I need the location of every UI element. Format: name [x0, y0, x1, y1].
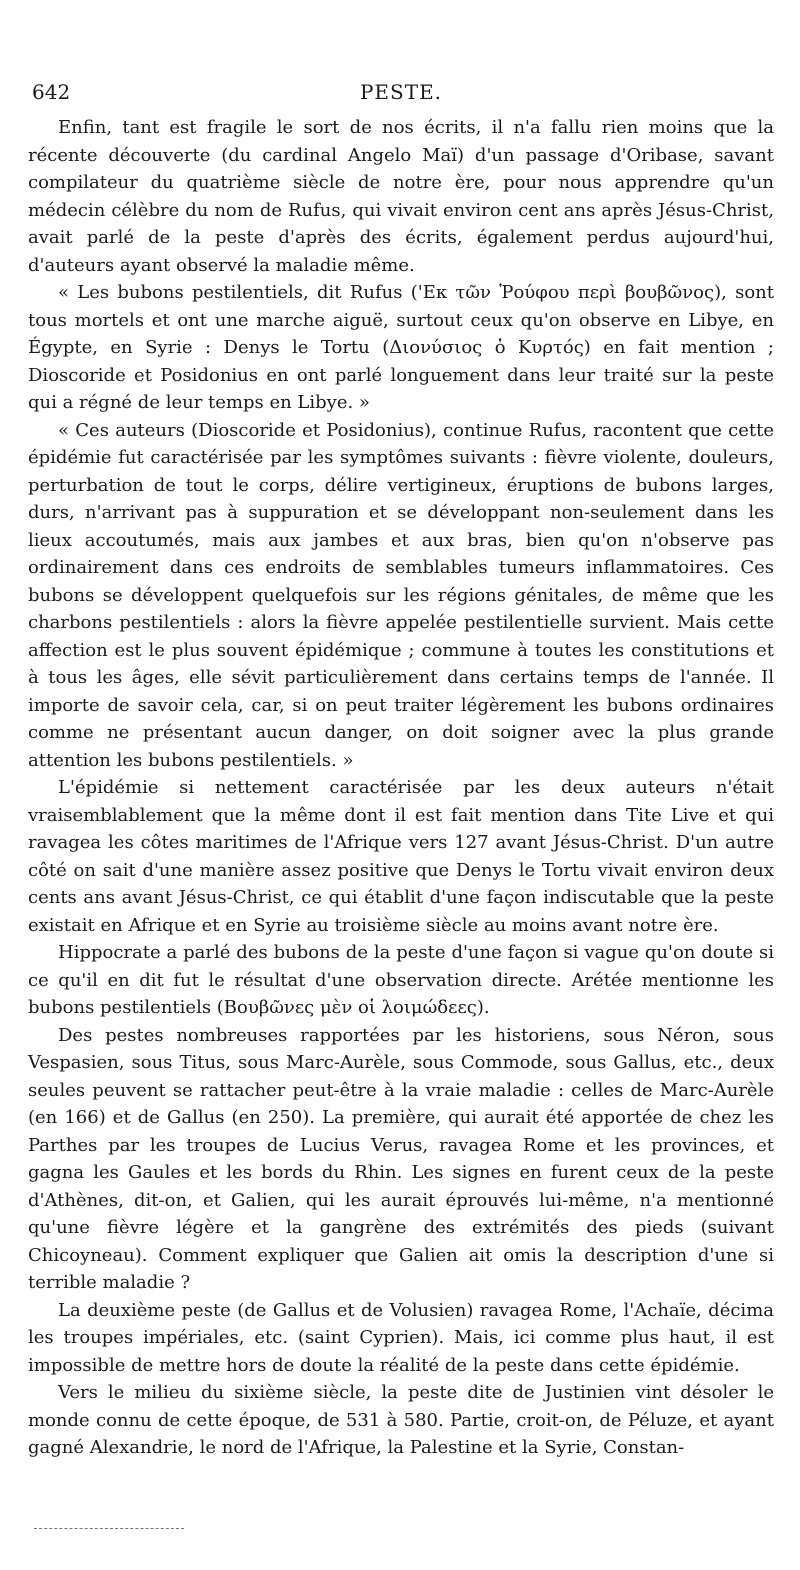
paragraph: Vers le milieu du sixième siècle, la peste dite de Justinien vint désoler le monde connu de cette époque, de 531 à 580. Partie, croit-on, de Péluze, et ayant gagné Alexandrie, le nord de l'Afrique, la Palestine et la Syrie, Constan- [28, 1382, 774, 1458]
page-header [28, 80, 774, 110]
paragraph: L'épidémie si nettement caractérisée par les deux auteurs n'était vraisemblablement que la même dont il est fait mention dans Tite Live et qui ravagea les côtes maritimes de l'Afrique vers 127 avant Jésus-Christ. D'un autre côté on sait d'une manière assez positive que Denys le Tortu vivait environ deux cents ans avant Jésus-Christ, ce qui établit d'une façon indiscutable que la peste existait en Afrique et en Syrie au troisième siècle au moins avant notre ère. [28, 777, 774, 936]
running-head: PESTE. [359, 80, 443, 104]
footer-rule [34, 1528, 184, 1529]
page-body [28, 114, 774, 1462]
paragraph: La deuxième peste (de Gallus et de Volusien) ravagea Rome, l'Achaïe, décima les troupes impériales, etc. (saint Cyprien). Mais, ici comme plus haut, il est impossible de mettre hors de doute la réalité de la peste dans cette épidémie. [28, 1299, 774, 1376]
paragraph: Hippocrate a parlé des bubons de la peste d'une façon si vague qu'on doute si ce qu'il en dit fut le résultat d'une observation directe. Arétée mentionne les bubons pestilentiels (Βουβῶνες μὲν οἱ λοιμώδεες). [28, 942, 774, 1018]
book-page [28, 80, 774, 1462]
paragraph: « Ces auteurs (Dioscoride et Posidonius), continue Rufus, racontent que cette épidémie fut caractérisée par les symptômes suivants : fièvre violente, douleurs, perturbation de tout le corps, délire vertigineux, éruptions de bubons larges, durs, n'arrivant pas à suppuration et se développant non-seulement dans les lieux accoutumés, mais aux jambes et aux bras, bien qu'on n'observe pas ordinairement dans ces endroits de semblables tumeurs inflammatoires. Ces bubons se développent quelquefois sur les régions génitales, de même que les charbons pestilentiels : alors la fièvre appelée pestilentielle survient. Mais cette affection est le plus souvent épidémique ; commune à toutes les constitutions et à tous les âges, elle sévit particulièrement dans certains temps de l'année. Il importe de savoir cela, car, si on peut traiter légèrement les bubons ordinaires comme ne présentant aucun danger, on doit soigner avec la plus grande attention les bubons pestilentiels. » [28, 419, 774, 771]
paragraph: « Les bubons pestilentiels, dit Rufus ('Εκ τῶν Ῥούφου περὶ βουβῶνος), sont tous mortels et ont une marche aiguë, surtout ceux qu'on observe en Libye, en Égypte, en Syrie : Denys le Tortu (Διονύσιος ὁ Κυρτός) en fait mention ; Dioscoride et Posidonius en ont parlé longuement dans leur traité sur la peste qui a régné de leur temps en Libye. » [28, 282, 774, 413]
paragraph: Des pestes nombreuses rapportées par les historiens, sous Néron, sous Vespasien, sous Titus, sous Marc-Aurèle, sous Commode, sous Gallus, etc., deux seules peuvent se rattacher peut-être à la vraie maladie : celles de Marc-Aurèle (en 166) et de Gallus (en 250). La première, qui aurait été apportée de chez les Parthes par les troupes de Lucius Verus, ravagea Rome et les provinces, et gagna les Gaules et les bords du Rhin. Les signes en furent ceux de la peste d'Athènes, dit-on, et Galien, qui les aurait éprouvés lui-même, n'a mentionné qu'une fièvre légère et la gangrène des extrémités des pieds (suivant Chicoyneau). Comment expliquer que Galien ait omis la description d'une si terrible maladie ? [28, 1024, 774, 1293]
page-number: 642 [32, 80, 71, 104]
paragraph: Enfin, tant est fragile le sort de nos écrits, il n'a fallu rien moins que la récente découverte (du cardinal Angelo Maï) d'un passage d'Oribase, savant compilateur du quatrième siècle de notre ère, pour nous apprendre qu'un médecin célèbre du nom de Rufus, qui vivait environ cent ans après Jésus-Christ, avait parlé de la peste d'après des écrits, également perdus aujourd'hui, d'auteurs ayant observé la maladie même. [28, 117, 774, 276]
